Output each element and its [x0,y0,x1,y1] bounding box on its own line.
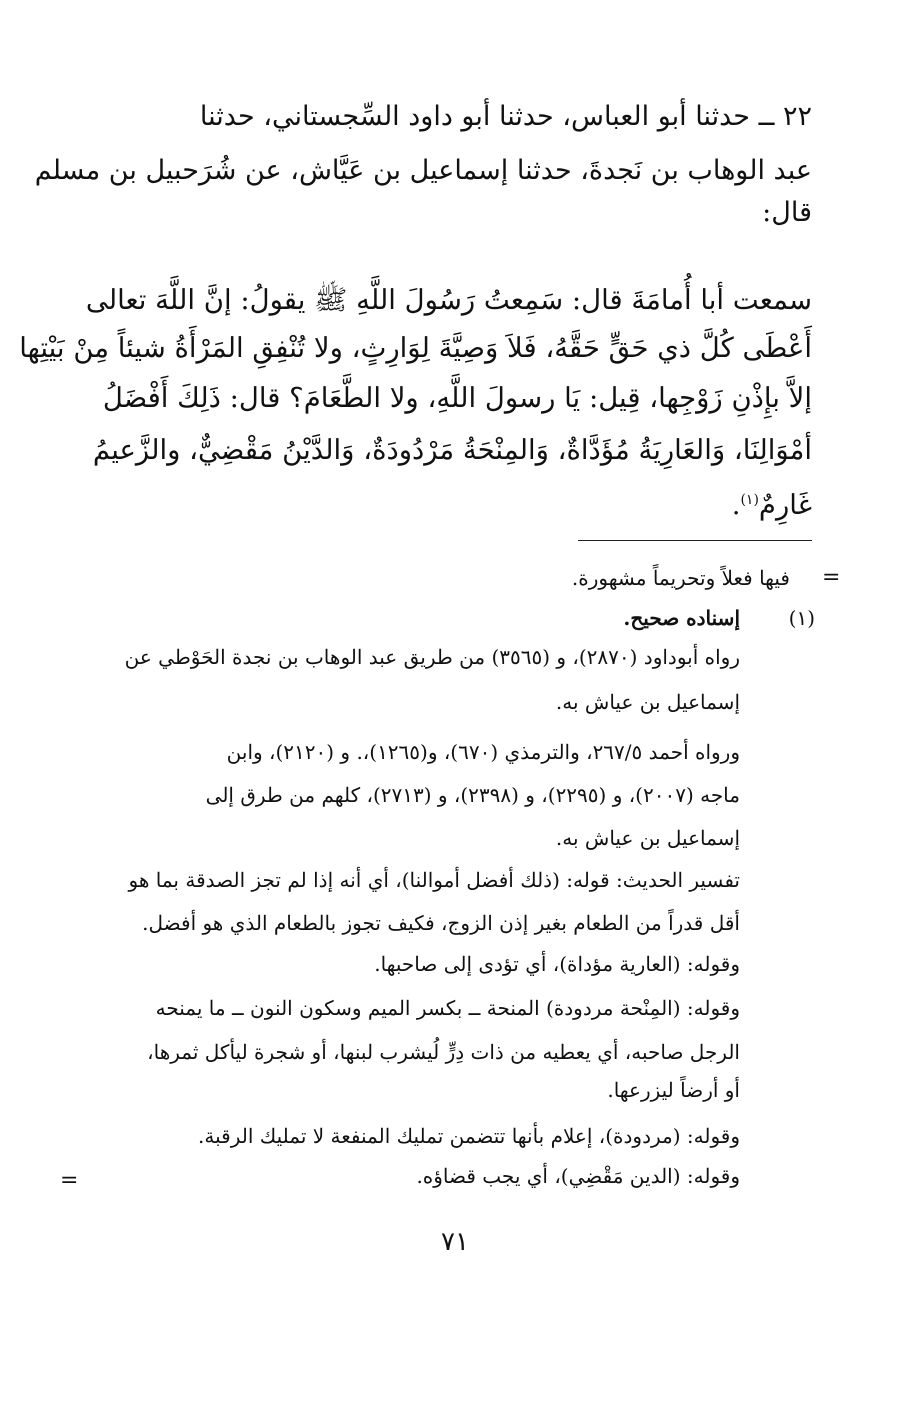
footnote-line: تفسير الحديث: قوله: (ذلك أفضل أموالنا)، أي أنه إذا لم تجز الصدقة بما هو [128,868,740,892]
footnote-line: ماجه (٢٠٠٧)، و (٢٢٩٥)، و (٢٣٩٨)، و (٢٧١٣)، كلهم من طرق إلى [205,783,740,807]
footnote-line: وقوله: (المِنْحة مردودة) المنحة ــ بكسر الميم وسكون النون ــ ما يمنحه [155,996,740,1020]
footnote-line: وقوله: (مردودة)، إعلام بأنها تتضمن تمليك المنفعة لا تمليك الرقبة. [198,1124,740,1148]
footnote-line: وقوله: (العارية مؤداة)، أي تؤدى إلى صاحبها. [374,952,740,976]
continuation-marker: = [822,565,841,590]
footnote-line: أو أرضاً ليزرعها. [607,1078,740,1102]
footnote-heading: إسناده صحيح. [623,606,740,630]
hadith-line-2: أَعْطَى كُلَّ ذي حَقٍّ حَقَّهُ، فَلاَ وَصِيَّةَ لِوَارِثٍ، ولا تُنْفِقِ المَرْأَةُ شيئاً مِنْ بَيْتِها [19,332,812,364]
footnote-line: رواه أبوداود (٢٨٧٠)، و (٣٥٦٥) من طريق عبد الوهاب بن نجدة الحَوْطي عن [124,645,740,669]
footnote-line: إسماعيل بن عياش به. [555,690,740,714]
hadith-last-word: غَارِمٌ [758,489,812,522]
hadith-line-1: سمعت أبا أُمامَةَ قال: سَمِعتُ رَسُولَ اللَّهِ ﷺ يقولُ: إنَّ اللَّهَ تعالى [85,284,812,316]
hadith-line-3: إلاَّ بإِذْنِ زَوْجِها، قِيل: يَا رسولَ اللَّهِ، ولا الطَّعَامَ؟ قال: ذَلِكَ أَفْضَلُ [102,382,812,414]
page-number: ٧١ [441,1227,469,1257]
footnote-line: أقل قدراً من الطعام بغير إذن الزوج، فكيف تجوز بالطعام الذي هو أفضل. [142,911,740,935]
main-text-line-2: عبد الوهاب بن نَجدةَ، حدثنا إسماعيل بن عَيَّاش، عن شُرَحبيل بن مسلم [34,155,812,186]
footnote-continuation-text: فيها فعلاً وتحريماً مشهورة. [571,566,790,590]
footnote-line: وقوله: (الدين مَقْضِي)، أي يجب قضاؤه. [416,1164,740,1188]
main-text-line-3: قال: [762,197,812,228]
footnote-line: ورواه أحمد ٢٦٧/٥، والترمذي (٦٧٠)، و(١٢٦٥)،. و (٢١٢٠)، وابن [226,740,740,764]
main-text-line-1: ٢٢ ــ حدثنا أبو العباس، حدثنا أبو داود السِّجستاني، حدثنا [199,101,812,132]
footnote-number: (١) [788,606,815,630]
footnote-reference: (١) [740,492,759,508]
hadith-line-5: غَارِمٌ$^{(١)}$. [731,489,812,522]
footnote-divider [578,540,812,541]
footnote-line: إسماعيل بن عياش به. [555,826,740,850]
hadith-line-4: أمْوَالِنَا، وَالعَارِيَةُ مُؤَدَّاةٌ، وَالمِنْحَةُ مَرْدُودَةٌ، وَالدَّيْنُ مَقْضِيٌّ، والزَّعيمُ [92,434,812,466]
footnote-line: الرجل صاحبه، أي يعطيه من ذات دِرٍّ لُيشرب لبنها، أو شجرة ليأكل ثمرها، [147,1040,740,1064]
continuation-end-marker: = [60,1168,79,1193]
